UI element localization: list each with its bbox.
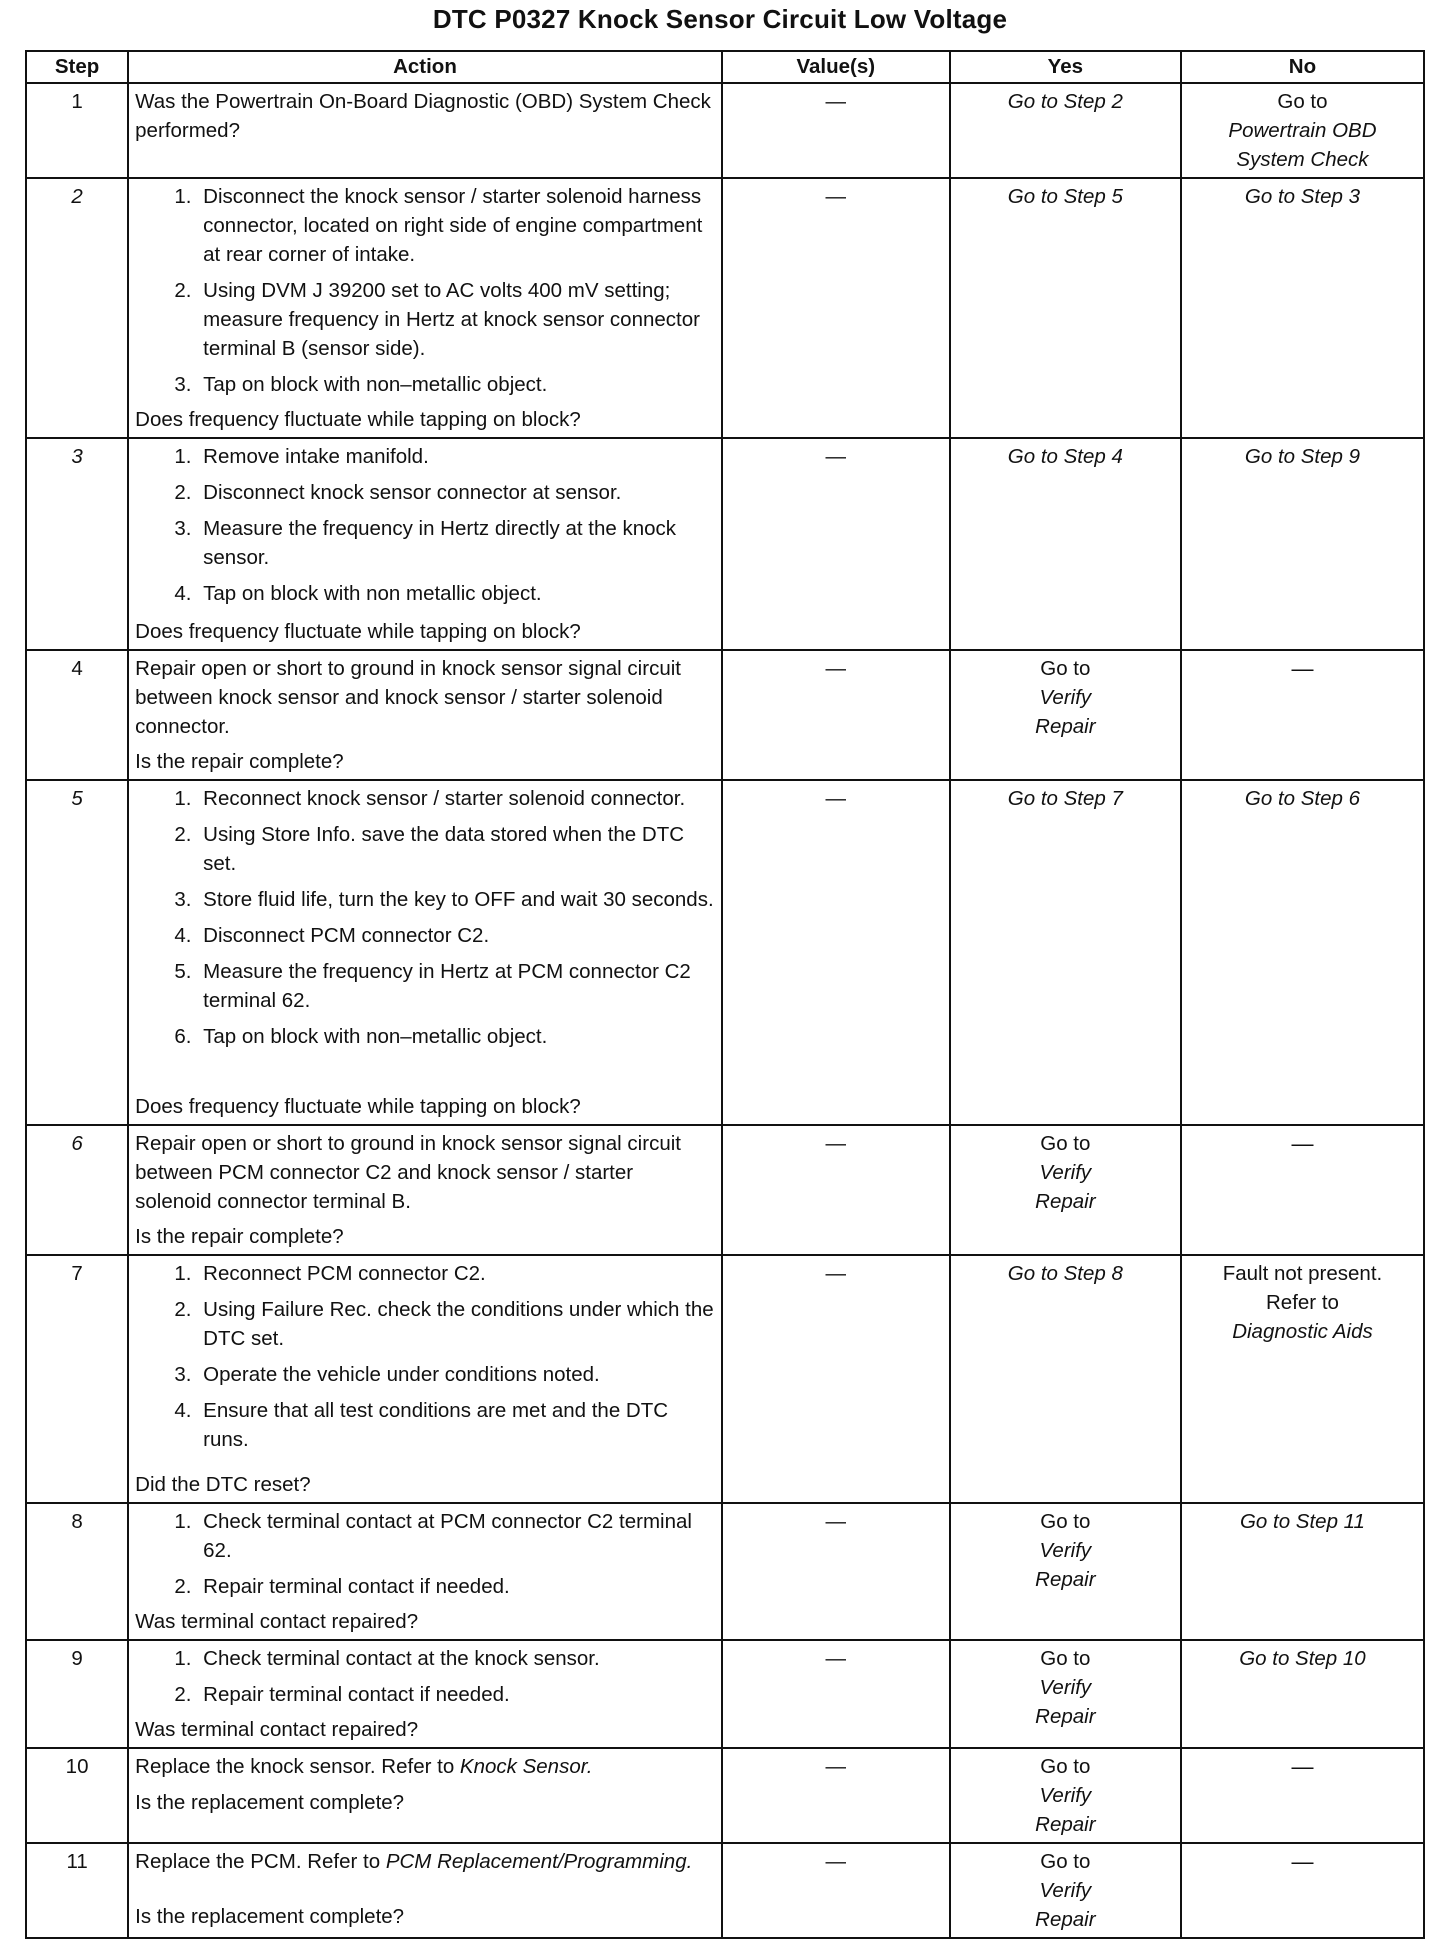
no-cell: [1181, 780, 1424, 1125]
substep-item: 1. Disconnect the knock sensor / starter solenoid harness connector, located on right side of engine compartment at rear corner of intake.: [197, 182, 715, 269]
step-number: 11: [26, 1843, 128, 1938]
value-cell: —: [722, 1255, 950, 1503]
substep-item: 2. Using Failure Rec. check the conditions under which the DTC set.: [197, 1295, 715, 1353]
substep-item: 1. Remove intake manifold.: [197, 442, 715, 471]
yes-result-line: Repair: [1035, 1908, 1096, 1931]
table-header-row: [26, 51, 1424, 83]
yes-cell: [950, 83, 1181, 178]
action-description: [135, 1752, 715, 1781]
no-result-line: System Check: [1236, 148, 1369, 171]
step-number: 6: [26, 1125, 128, 1255]
step-number: 5: [26, 780, 128, 1125]
no-cell: [1181, 438, 1424, 650]
action-cell: [128, 83, 722, 178]
yes-result-line: Verify: [1039, 1879, 1092, 1902]
substep-list: [135, 1259, 715, 1454]
action-steps: [135, 87, 715, 145]
no-cell: [1181, 1640, 1424, 1748]
yes-result-line: Go to: [1040, 657, 1091, 680]
action-description: Repair open or short to ground in knock sensor signal circuit between PCM connector C2 and knock sensor / starter solenoid connector terminal B.: [135, 1132, 681, 1213]
substep-list: [135, 1507, 715, 1601]
table-row: [26, 1640, 1424, 1748]
no-result-line: Go to Step 11: [1239, 1510, 1365, 1533]
yes-cell: [950, 1640, 1181, 1748]
yes-result-line: Go to: [1040, 1850, 1091, 1873]
action-steps: [135, 784, 715, 1051]
no-result-line: Fault not present.: [1222, 1262, 1383, 1285]
action-question: Was terminal contact repaired?: [135, 1610, 419, 1633]
yes-result-line: Repair: [1035, 1190, 1096, 1213]
yes-result-line: Repair: [1035, 1568, 1096, 1591]
substep-item: 2. Disconnect knock sensor connector at sensor.: [197, 478, 715, 507]
header-no: No: [1181, 51, 1424, 83]
substep-item: 1. Check terminal contact at PCM connector C2 terminal 62.: [197, 1507, 715, 1565]
action-question: Is the repair complete?: [135, 1225, 344, 1248]
yes-cell: [950, 178, 1181, 438]
substep-item: 4. Tap on block with non metallic object.: [197, 579, 715, 608]
substep-item: 3. Measure the frequency in Hertz directly at the knock sensor.: [197, 514, 715, 572]
action-cell: [128, 1503, 722, 1640]
action-cell: [128, 1843, 722, 1938]
value-cell: —: [722, 178, 950, 438]
action-cell: [128, 780, 722, 1125]
no-cell: [1181, 1843, 1424, 1938]
value-cell: —: [722, 1748, 950, 1843]
action-steps: [135, 1129, 715, 1216]
yes-cell: [950, 780, 1181, 1125]
action-content: [135, 442, 715, 646]
no-result-line: Go to: [1277, 90, 1328, 113]
no-cell: [1181, 1255, 1424, 1503]
action-description-text: Replace the knock sensor. Refer to: [135, 1755, 460, 1778]
no-result-line: Go to Step 6: [1244, 787, 1361, 810]
yes-cell: [950, 1503, 1181, 1640]
substep-item: 3. Operate the vehicle under conditions noted.: [197, 1360, 715, 1389]
header-values: Value(s): [722, 51, 950, 83]
no-result-line: —: [1291, 1849, 1314, 1874]
action-question: Does frequency fluctuate while tapping on block?: [135, 408, 581, 431]
yes-result-line: Verify: [1039, 686, 1092, 709]
procedure-reference: PCM Replacement/Programming.: [385, 1850, 693, 1873]
value-cell: —: [722, 1843, 950, 1938]
header-action: Action: [128, 51, 722, 83]
no-result-line: —: [1291, 656, 1314, 681]
action-content: [135, 87, 715, 173]
action-steps: [135, 1752, 715, 1781]
table-body: [26, 83, 1424, 1938]
yes-result-line: Go to: [1040, 1510, 1091, 1533]
action-cell: [128, 1748, 722, 1843]
diagnostic-table: [25, 50, 1425, 1939]
page-title: DTC P0327 Knock Sensor Circuit Low Voltage: [432, 4, 1008, 34]
value-cell: —: [722, 1503, 950, 1640]
substep-item: 2. Repair terminal contact if needed.: [197, 1572, 715, 1601]
substep-list: [135, 1644, 715, 1709]
yes-cell: [950, 1125, 1181, 1255]
substep-item: 1. Reconnect knock sensor / starter solenoid connector.: [197, 784, 715, 813]
yes-result-line: Repair: [1035, 715, 1096, 738]
yes-result-line: Go to Step 2: [1007, 90, 1123, 113]
header-step: Step: [26, 51, 128, 83]
value-cell: —: [722, 780, 950, 1125]
action-steps: [135, 182, 715, 399]
no-cell: [1181, 1125, 1424, 1255]
action-question: Did the DTC reset?: [135, 1473, 311, 1496]
step-number: 9: [26, 1640, 128, 1748]
no-result-line: —: [1291, 1754, 1314, 1779]
action-content: [135, 1259, 715, 1499]
yes-result-line: Repair: [1035, 1705, 1096, 1728]
yes-result-line: Verify: [1039, 1784, 1092, 1807]
substep-item: 1. Reconnect PCM connector C2.: [197, 1259, 715, 1288]
step-number: 8: [26, 1503, 128, 1640]
yes-result-line: Verify: [1039, 1161, 1092, 1184]
procedure-reference: Knock Sensor.: [459, 1755, 593, 1778]
yes-cell: [950, 1255, 1181, 1503]
action-content: [135, 1752, 715, 1817]
action-description: [135, 1847, 715, 1876]
action-steps: [135, 1507, 715, 1601]
no-cell: [1181, 178, 1424, 438]
no-result-line: Refer to: [1266, 1291, 1339, 1314]
action-question: Is the repair complete?: [135, 750, 344, 773]
substep-item: 1. Check terminal contact at the knock sensor.: [197, 1644, 715, 1673]
substep-item: 6. Tap on block with non–metallic object.: [197, 1022, 715, 1051]
value-cell: —: [722, 650, 950, 780]
yes-result-line: Go to Step 8: [1007, 1262, 1123, 1285]
action-steps: [135, 1847, 715, 1876]
action-question: Is the replacement complete?: [135, 1791, 405, 1814]
action-cell: [128, 1255, 722, 1503]
yes-cell: [950, 650, 1181, 780]
action-steps: [135, 1259, 715, 1454]
action-question: Is the replacement complete?: [135, 1905, 405, 1928]
value-cell: —: [722, 438, 950, 650]
action-steps: [135, 654, 715, 741]
yes-result-line: Verify: [1039, 1539, 1092, 1562]
action-description-text: Replace the PCM. Refer to: [135, 1850, 386, 1873]
substep-item: 4. Ensure that all test conditions are met and the DTC runs.: [197, 1396, 715, 1454]
action-question: Does frequency fluctuate while tapping on block?: [135, 620, 581, 643]
no-cell: [1181, 83, 1424, 178]
table-row: [26, 780, 1424, 1125]
action-question: Was terminal contact repaired?: [135, 1718, 419, 1741]
no-result-line: Go to Step 10: [1239, 1647, 1366, 1670]
no-result-line: Go to Step 3: [1244, 185, 1361, 208]
substep-list: [135, 784, 715, 1051]
action-content: [135, 1847, 715, 1931]
yes-result-line: Go to Step 4: [1007, 445, 1123, 468]
substep-list: [135, 442, 715, 608]
step-number: 4: [26, 650, 128, 780]
table-row: [26, 1255, 1424, 1503]
value-cell: —: [722, 1125, 950, 1255]
no-result-line: Diagnostic Aids: [1232, 1320, 1373, 1343]
yes-result-line: Go to: [1040, 1132, 1091, 1155]
yes-result-line: Go to Step 5: [1007, 185, 1123, 208]
action-content: [135, 1507, 715, 1636]
no-result-line: —: [1291, 1131, 1314, 1156]
no-result-line: Go to Step 9: [1244, 445, 1361, 468]
action-cell: [128, 1125, 722, 1255]
value-cell: —: [722, 1640, 950, 1748]
action-steps: [135, 1644, 715, 1709]
yes-cell: [950, 438, 1181, 650]
step-number: 3: [26, 438, 128, 650]
action-cell: [128, 438, 722, 650]
no-result-line: Powertrain OBD: [1228, 119, 1377, 142]
substep-list: [135, 182, 715, 399]
no-cell: [1181, 650, 1424, 780]
yes-result-line: Verify: [1039, 1676, 1092, 1699]
table-row: [26, 83, 1424, 178]
action-description: Was the Powertrain On-Board Diagnostic (OBD) System Check performed?: [135, 90, 711, 142]
table-row: [26, 438, 1424, 650]
yes-result-line: Go to: [1040, 1647, 1091, 1670]
step-number: 1: [26, 83, 128, 178]
yes-result-line: Repair: [1035, 1813, 1096, 1836]
action-description: Repair open or short to ground in knock sensor signal circuit between knock sensor and knock sensor / starter solenoid connector.: [135, 657, 681, 738]
step-number: 7: [26, 1255, 128, 1503]
substep-item: 2. Repair terminal contact if needed.: [197, 1680, 715, 1709]
table-row: [26, 1748, 1424, 1843]
substep-item: 5. Measure the frequency in Hertz at PCM connector C2 terminal 62.: [197, 957, 715, 1015]
table-row: [26, 178, 1424, 438]
no-cell: [1181, 1503, 1424, 1640]
action-cell: [128, 1640, 722, 1748]
action-cell: [128, 650, 722, 780]
value-cell: —: [722, 83, 950, 178]
substep-item: 2. Using Store Info. save the data stored when the DTC set.: [197, 820, 715, 878]
step-number: 2: [26, 178, 128, 438]
yes-cell: [950, 1843, 1181, 1938]
substep-item: 2. Using DVM J 39200 set to AC volts 400 mV setting; measure frequency in Hertz at knock sensor connector terminal B (sensor side).: [197, 276, 715, 363]
table-row: [26, 650, 1424, 780]
yes-result-line: Go to: [1040, 1755, 1091, 1778]
substep-item: 4. Disconnect PCM connector C2.: [197, 921, 715, 950]
table-row: [26, 1503, 1424, 1640]
substep-item: 3. Store fluid life, turn the key to OFF and wait 30 seconds.: [197, 885, 715, 914]
action-content: [135, 1644, 715, 1744]
action-content: [135, 1129, 715, 1251]
step-number: 10: [26, 1748, 128, 1843]
yes-result-line: Go to Step 7: [1007, 787, 1123, 810]
header-yes: Yes: [950, 51, 1181, 83]
table-row: [26, 1843, 1424, 1938]
action-content: [135, 182, 715, 434]
action-content: [135, 654, 715, 776]
action-question: Does frequency fluctuate while tapping on block?: [135, 1095, 581, 1118]
table-row: [26, 1125, 1424, 1255]
no-cell: [1181, 1748, 1424, 1843]
substep-item: 3. Tap on block with non–metallic object.: [197, 370, 715, 399]
action-cell: [128, 178, 722, 438]
action-steps: [135, 442, 715, 608]
action-content: [135, 784, 715, 1121]
yes-cell: [950, 1748, 1181, 1843]
